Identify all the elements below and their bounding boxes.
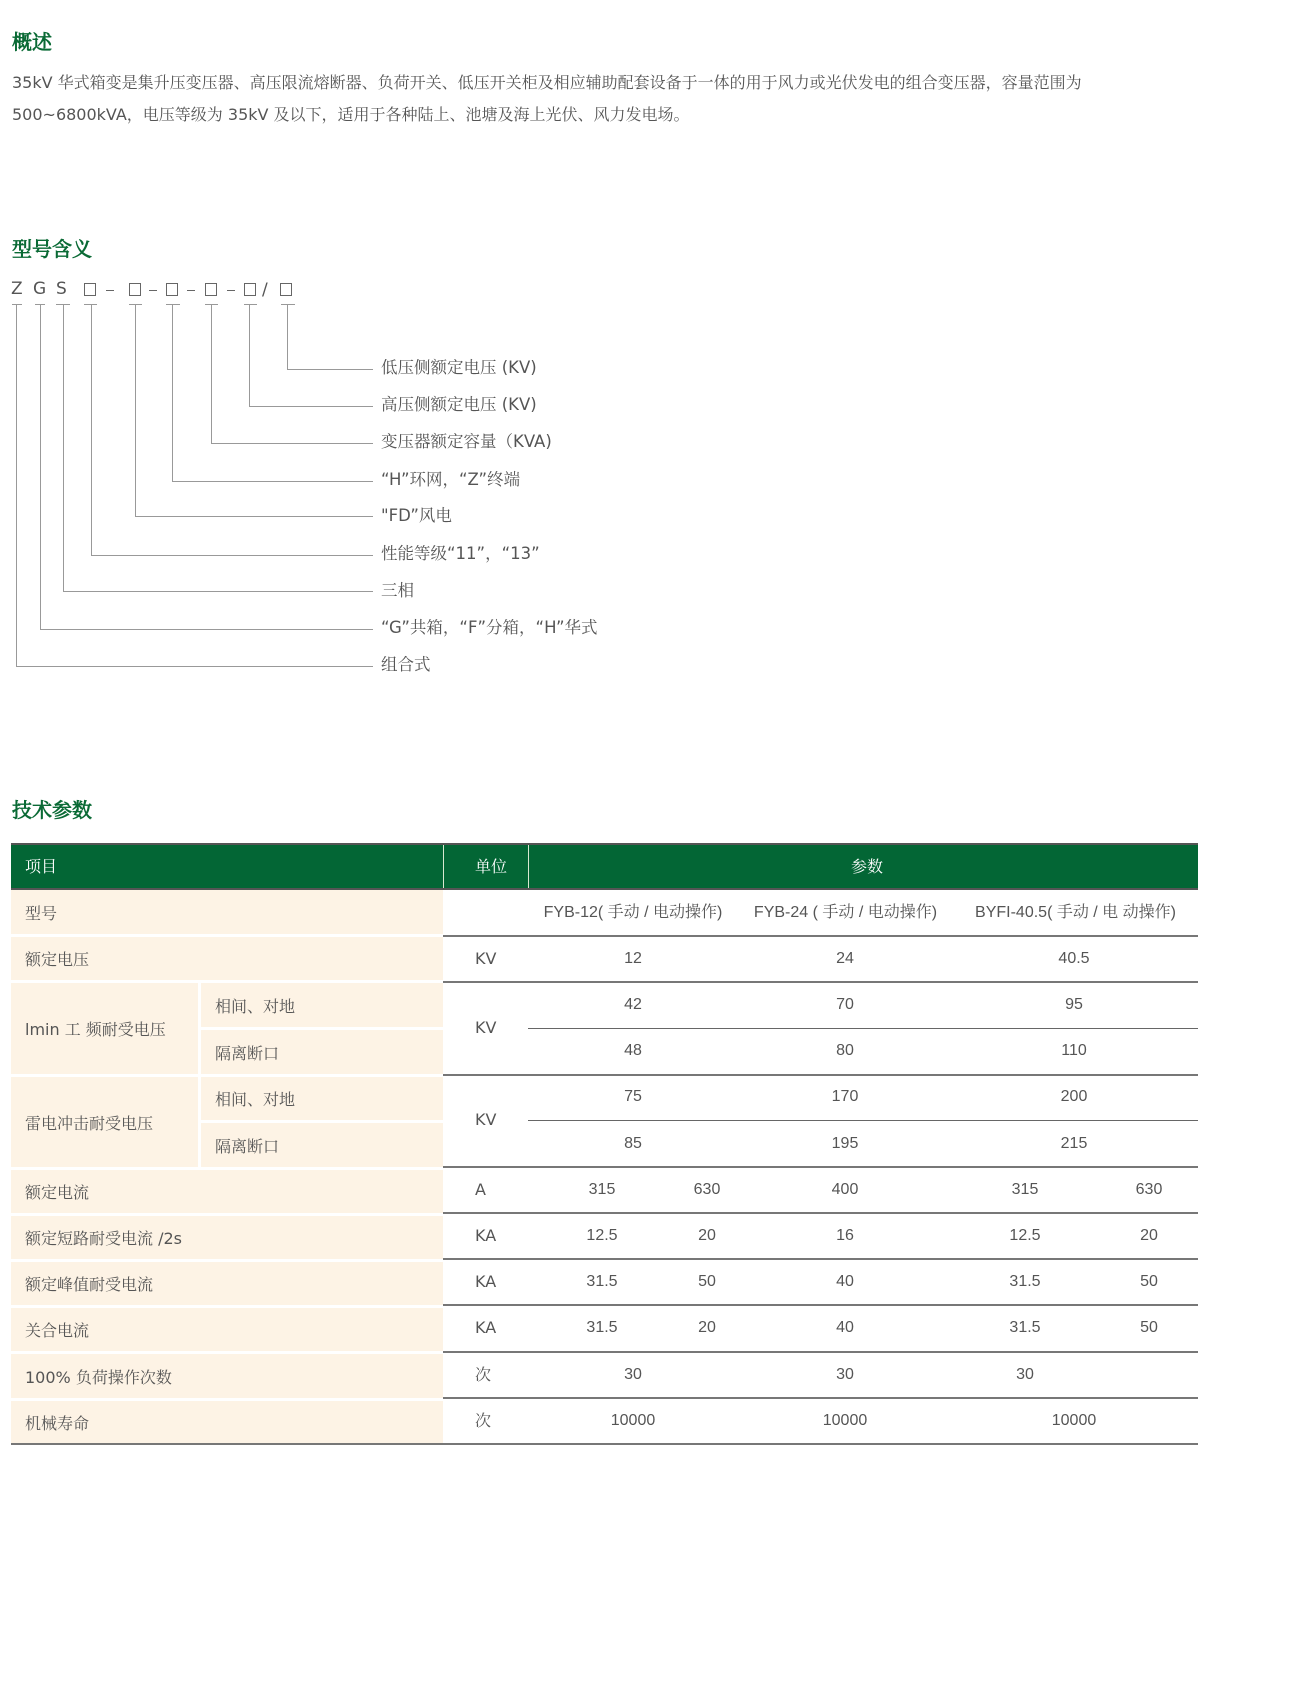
label-mechanical-life: 机械寿命 <box>11 1401 443 1443</box>
label-rated-current: 额定电流 <box>11 1170 443 1213</box>
value-cell: 195 <box>831 1135 859 1152</box>
legend-low-voltage: 低压侧额定电压 (KV) <box>381 358 537 377</box>
legend-ring-terminal: “H”环网，“Z”终端 <box>381 470 521 489</box>
value-cell: 31.5 <box>1009 1319 1041 1336</box>
value-cell: 42 <box>624 996 642 1013</box>
value-cell: 95 <box>1065 996 1083 1013</box>
overview-text-line1: 35kV 华式箱变是集升压变压器、高压限流熔断器、负荷开关、低压开关柜及相应辅助配套设备于一体的用于风力或光伏发电的组合变压器，容量范围为 <box>12 73 1082 92</box>
unit-cell: 次 <box>475 1411 492 1430</box>
value-cell: 30 <box>624 1366 642 1383</box>
model-fyb24: FYB-24 ( 手动 / 电动操作) <box>753 904 938 921</box>
unit-cell: KV <box>475 1018 497 1037</box>
label-closing-current: 关合电流 <box>11 1308 443 1351</box>
value-cell: 12.5 <box>586 1227 618 1244</box>
value-cell: 20 <box>698 1319 716 1336</box>
tech-params-title: 技术参数 <box>12 798 92 822</box>
value-cell: 215 <box>1060 1135 1088 1152</box>
label-short-circuit: 额定短路耐受电流 /2s <box>11 1216 443 1259</box>
unit-cell: KA <box>475 1226 497 1245</box>
label-phase-to-ground-2: 相间、对地 <box>201 1077 443 1120</box>
overview-text-line2: 500~6800kVA，电压等级为 35kV 及以下，适用于各种陆上、池塘及海上光伏、风力发电场。 <box>12 105 690 124</box>
value-cell: 75 <box>624 1088 642 1105</box>
legend-three-phase: 三相 <box>381 581 414 600</box>
code-box-4 <box>205 283 217 296</box>
value-cell: 80 <box>836 1042 854 1059</box>
code-letter-s: S <box>56 279 67 299</box>
value-cell: 110 <box>1061 1042 1087 1059</box>
value-cell: 30 <box>1016 1366 1034 1383</box>
value-cell: 630 <box>693 1181 721 1198</box>
legend-wind-power: "FD”风电 <box>381 506 452 525</box>
value-cell: 50 <box>1140 1319 1158 1336</box>
label-power-freq-withstand: lmin 工 频耐受电压 <box>11 983 198 1074</box>
value-cell: 630 <box>1135 1181 1163 1198</box>
value-cell: 31.5 <box>586 1319 618 1336</box>
model-meaning-title: 型号含义 <box>12 237 92 261</box>
value-cell: 30 <box>836 1366 854 1383</box>
unit-cell: KV <box>475 1110 497 1129</box>
legend-box-type: “G”共箱，“F”分箱，“H”华式 <box>381 618 598 637</box>
model-byfi405: BYFI-40.5( 手动 / 电 动操作) <box>975 904 1176 921</box>
value-cell: 40 <box>836 1319 854 1336</box>
value-cell: 40 <box>836 1273 854 1290</box>
legend-capacity: 变压器额定容量（KVA) <box>381 432 552 451</box>
label-isolation-gap-1: 隔离断口 <box>201 1030 443 1074</box>
label-isolation-gap-2: 隔离断口 <box>201 1123 443 1167</box>
code-dash <box>106 290 114 291</box>
value-cell: 24 <box>836 950 854 967</box>
value-cell: 40.5 <box>1058 950 1090 967</box>
code-letter-g: G <box>33 279 47 299</box>
value-cell: 400 <box>831 1181 859 1198</box>
value-cell: 170 <box>831 1088 859 1105</box>
value-cell: 10000 <box>610 1412 656 1429</box>
value-cell: 12.5 <box>1009 1227 1041 1244</box>
code-box-3 <box>166 283 178 296</box>
unit-cell: A <box>475 1180 486 1199</box>
value-cell: 16 <box>836 1227 854 1244</box>
value-cell: 70 <box>836 996 854 1013</box>
code-letter-z: Z <box>11 279 23 299</box>
overview-title: 概述 <box>12 30 52 54</box>
value-cell: 10000 <box>822 1412 868 1429</box>
table-header <box>11 843 1198 890</box>
legend-performance-level: 性能等级“11”，“13” <box>381 544 540 563</box>
legend-high-voltage: 高压侧额定电压 (KV) <box>381 395 537 414</box>
code-dash <box>227 290 235 291</box>
value-cell: 20 <box>1140 1227 1158 1244</box>
code-slash: / <box>262 280 268 300</box>
label-phase-to-ground-1: 相间、对地 <box>201 983 443 1027</box>
code-box-2 <box>129 283 141 296</box>
value-cell: 31.5 <box>1009 1273 1041 1290</box>
code-dash <box>187 290 195 291</box>
code-box-6 <box>280 283 292 296</box>
unit-cell: KV <box>475 949 497 968</box>
model-fyb12: FYB-12( 手动 / 电动操作) <box>543 904 723 921</box>
label-model: 型号 <box>11 890 443 934</box>
code-box-5 <box>244 283 256 296</box>
label-rated-voltage: 额定电压 <box>11 937 443 980</box>
header-unit: 单位 <box>475 857 508 876</box>
header-item: 项目 <box>25 857 58 876</box>
legend-combined: 组合式 <box>381 655 431 674</box>
label-load-operations: 100% 负荷操作次数 <box>11 1354 443 1398</box>
value-cell: 50 <box>698 1273 716 1290</box>
unit-cell: KA <box>475 1318 497 1337</box>
code-dash <box>149 290 157 291</box>
value-cell: 48 <box>624 1042 642 1059</box>
label-lightning-impulse: 雷电冲击耐受电压 <box>11 1077 198 1167</box>
value-cell: 50 <box>1140 1273 1158 1290</box>
value-cell: 315 <box>588 1181 616 1198</box>
unit-cell: KA <box>475 1272 497 1291</box>
code-box-1 <box>84 283 96 296</box>
value-cell: 10000 <box>1051 1412 1097 1429</box>
header-params: 参数 <box>851 857 884 876</box>
value-cell: 12 <box>624 950 642 967</box>
value-cell: 315 <box>1011 1181 1039 1198</box>
value-cell: 31.5 <box>586 1273 618 1290</box>
unit-cell: 次 <box>475 1365 492 1384</box>
label-peak-withstand: 额定峰值耐受电流 <box>11 1262 443 1305</box>
value-cell: 20 <box>698 1227 716 1244</box>
value-cell: 200 <box>1060 1088 1088 1105</box>
value-cell: 85 <box>624 1135 642 1152</box>
